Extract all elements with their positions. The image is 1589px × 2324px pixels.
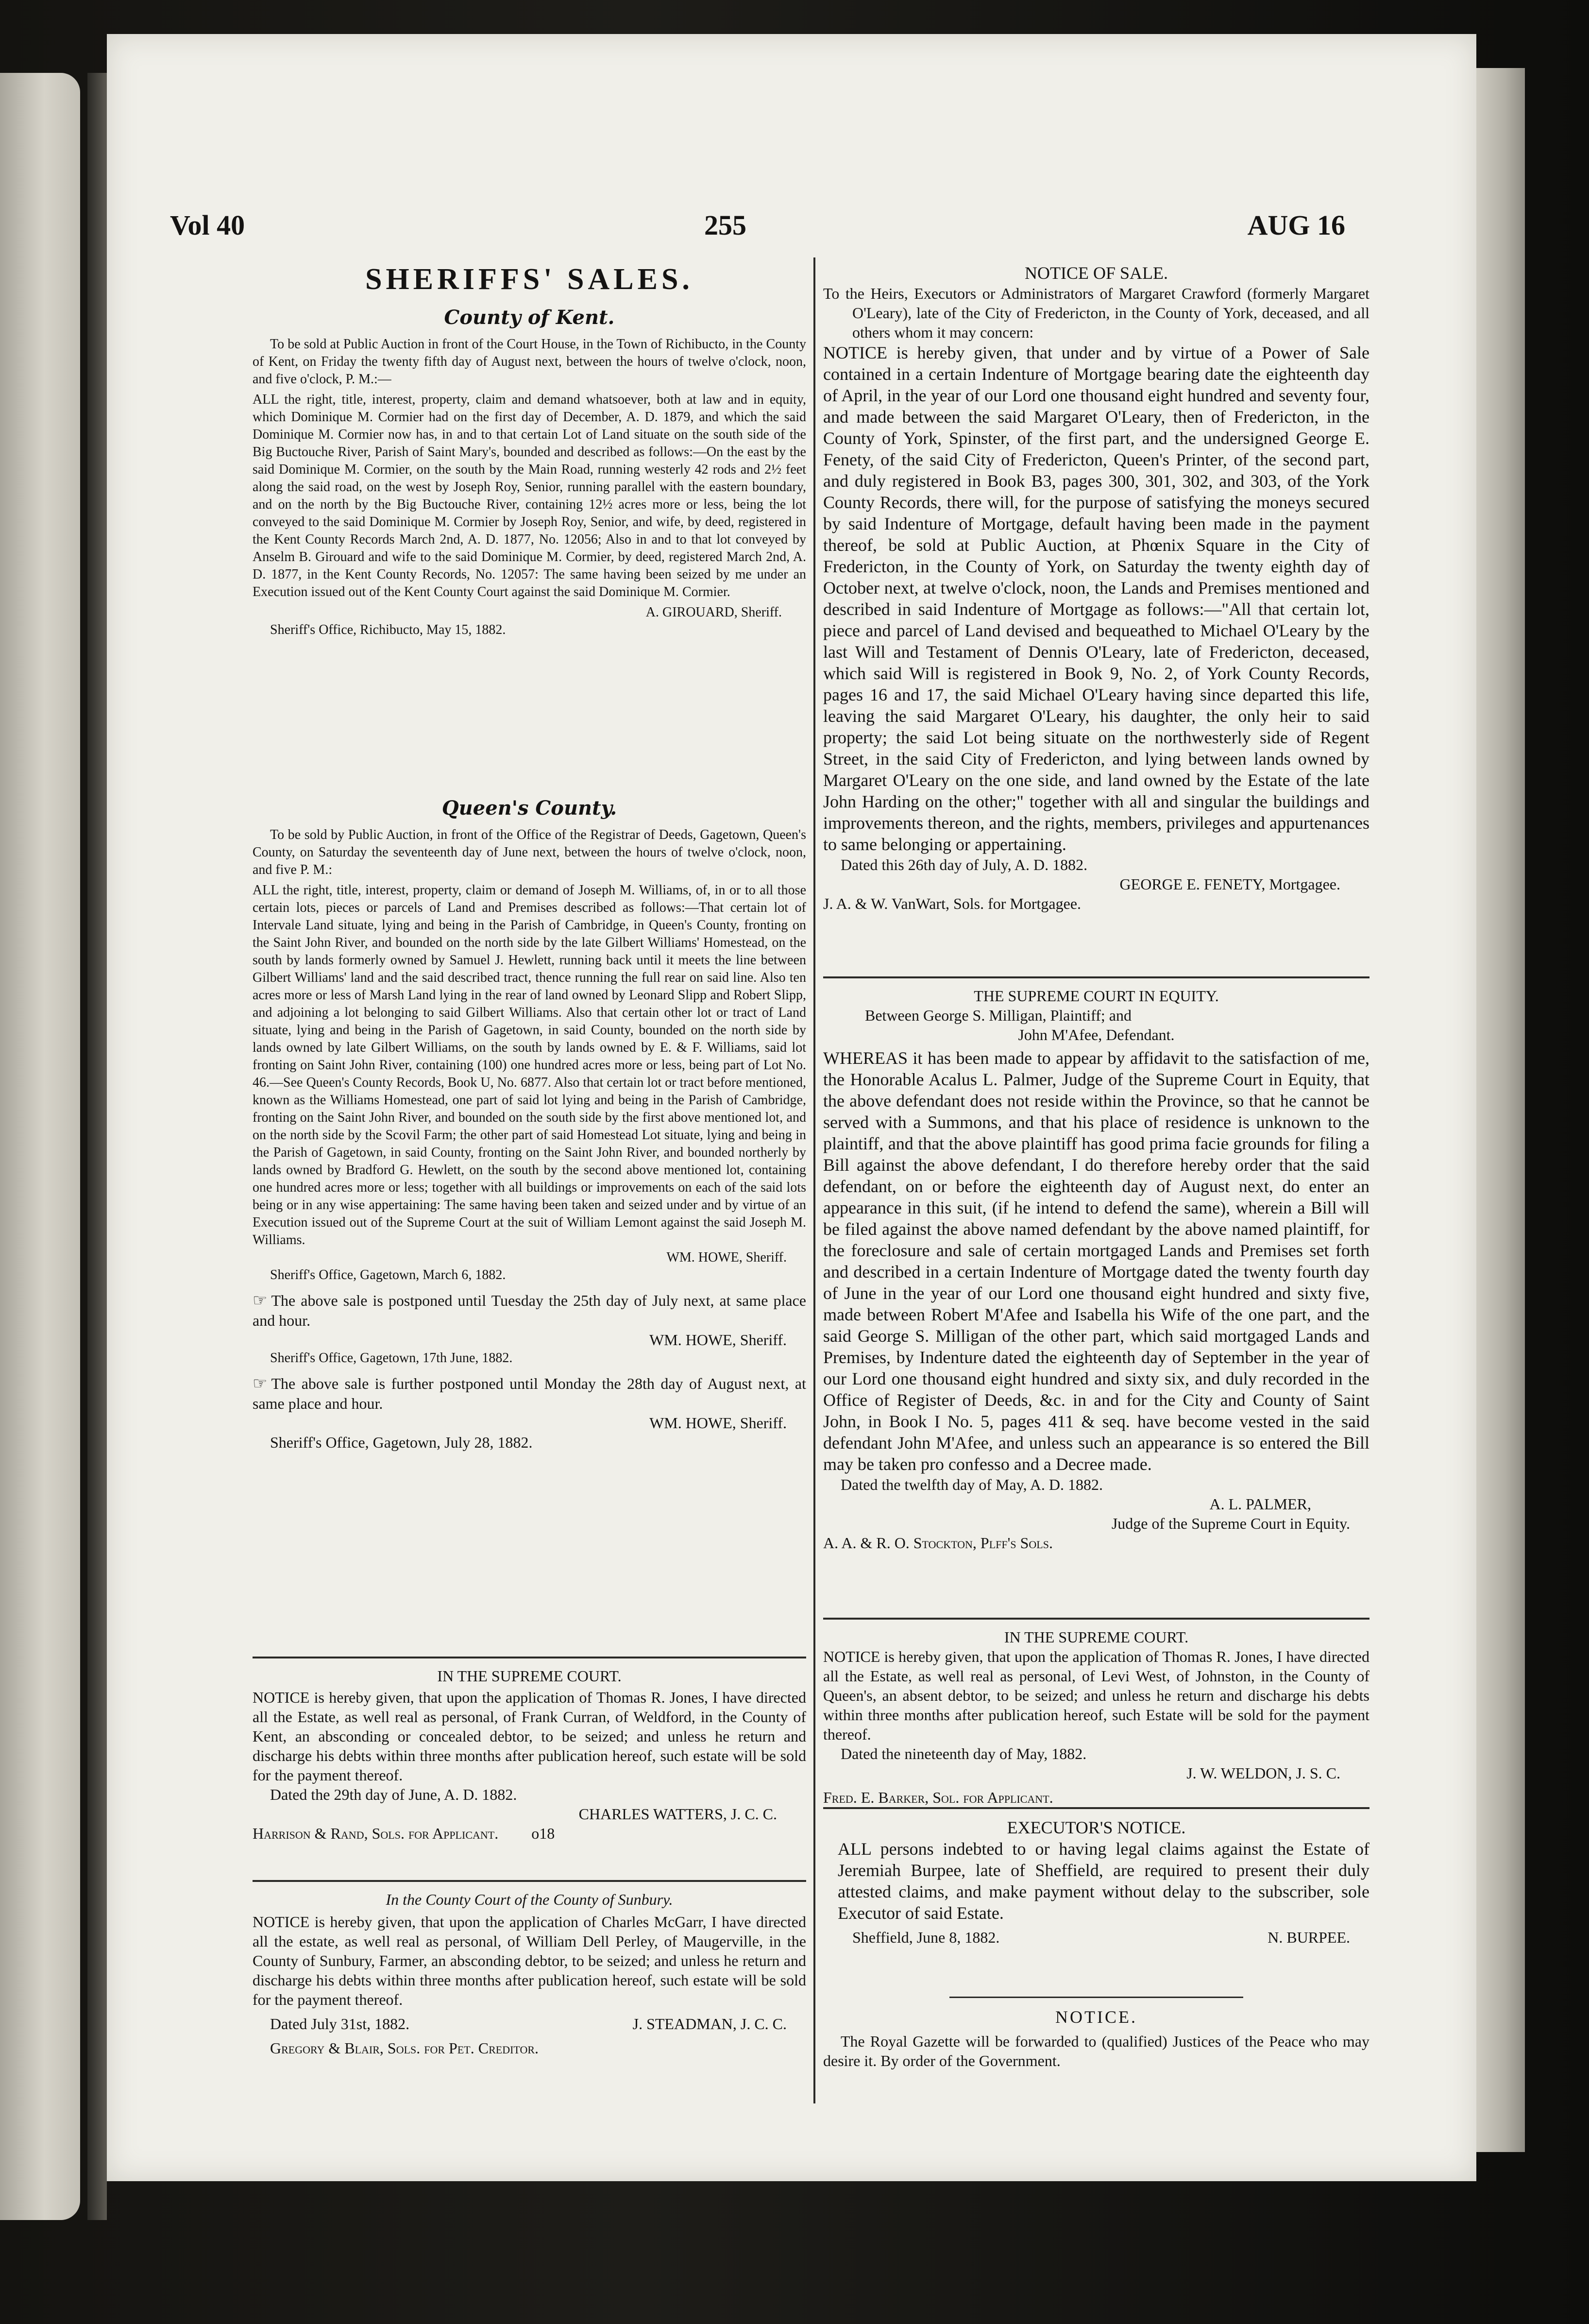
queens-sale — [253, 797, 806, 1452]
page-stack-edge — [1476, 68, 1525, 2152]
notice-of-sale — [823, 262, 1369, 913]
notice-of-sale-body: NOTICE is hereby given, that under and by virtue of a Power of Sale contained in a certain Indenture of Mortgage bearing date the eighteenth day of April, in the year of our Lord one thousand eight hundred and seventy four, and made between the said Margaret O'Leary, then of Fredericton, in the County of York, Spinster, of the first part, and the undersigned George E. Fenety, of the said City of Fredericton, Queen's Printer, of the second part, and duly registered in Book B3, pages 300, 301, 302, and 303, of the York County Records, there will, for the purpose of satisfying the moneys secured by said Indenture of Mortgage, default having been made in the payment thereof, be sold at Public Auction, at Phœnix Square in the City of Fredericton, in the County of York, on Saturday the twenty eighth day of October next, at twelve o'clock, noon, the Lands and Premises mentioned and described in said Indenture of Mortgage as follows:—"All that certain lot, piece and parcel of Land devised and bequeathed to Michael O'Leary by the last Will and Testament of Dennis O'Leary, late of Fredericton, deceased, which said Will is registered in Book 9, No. 2, of York County Records, pages 16 and 17, the said Michael O'Leary having since departed this life, leaving the said Margaret O'Leary, his daughter, the only heir to said property; the said Lot being situate on the northwesterly side of Regent Street, in the said City of Fredericton, and lying between lands owned by Margaret O'Leary on the one side, and land owned by the Estate of the late John Harding on the other;" together with all and singular the buildings and improvements thereon, and the rights, members, privileges and appurtenances to same belonging or appertaining. — [823, 343, 1369, 854]
kent-office: Sheriff's Office, Richibucto, May 15, 1882. — [270, 622, 506, 637]
notice-of-sale-solicitors: J. A. & W. VanWart, Sols. for Mortgagee. — [823, 895, 1082, 912]
curran-solicitors-line — [253, 1824, 806, 1843]
notice-of-sale-signature: GEORGE E. FENETY, Mortgagee. — [1119, 875, 1340, 893]
equity-body: WHEREAS it has been made to appear by affidavit to the satisfaction of me, the Honorable Acalus L. Palmer, Judge of the Supreme Court in Equity, that the above defendant does not reside within the Province, so that he cannot be served with a Summons, and that his place of residence is unknown to the plaintiff, and that the above plaintiff has good prima facie grounds for filing a Bill against the above defendant, I do therefore hereby order that the said defendant, on or before the eighteenth day of August next, do enter an appearance in this suit, (if he intend to defend the same), wherein a Bill will be filed against the above named defendant by the above named plaintiff, for the foreclosure and sale of certain mortgaged Lands and Premises set forth and described in a certain Indenture of Mortgage dated the twenty fourth day of June in the year of our Lord one thousand eight hundred and sixty five, made between Robert M'Afee and Isabella his Wife of the one part, and the said George S. Milligan of the other part, which said mortgaged Lands and Premises, by Indenture dated the eighteenth day of September in the year of our Lord one thousand eight hundred and sixty six, and duly recorded in the Office of Register of Deeds, &c. in and for the City and County of Saint John, in Book I No. 5, pages 411 & seq. have become vested in the said defendant John M'Afee, and unless such an appearance is so entered the Bill may be taken pro confesso and a Decree made. — [823, 1048, 1369, 1474]
kent-intro: To be sold at Public Auction in front of the Court House, in the Town of Richibucto, in the County of Kent, on Friday the twenty fifth day of August next, between the hours of twelve o'clock, noon, and five o'clock, P. M.:— — [253, 337, 806, 387]
equity-heading: THE SUPREME COURT IN EQUITY. — [974, 987, 1219, 1005]
sheriffs-sales-title: SHERIFFS' SALES. — [365, 263, 693, 296]
sunbury-signature: J. STEADMAN, J. C. C. — [632, 2015, 787, 2033]
supreme-west-heading: IN THE SUPREME COURT. — [1004, 1628, 1189, 1646]
postponement-notice-1: ☞ The above sale is postponed until Tuesday the 25th day of July next, at same place and hour. — [253, 1292, 806, 1329]
equity-parties-2: John M'Afee, Defendant. — [1018, 1026, 1175, 1043]
queens-body: ALL the right, title, interest, property, claim or demand of Joseph M. Williams, of, in or to all those certain lots, pieces or parcels of Land and Premises described as follows:—That certain lot of Intervale Land situate, lying and being in the Parish of Cambridge, in Queen's County, fronting on the Saint John River, and bounded on the north side by the late Gilbert Williams' Homestead, on the south by lands formerly owned by Samuel J. Hewlett, running back until it meets the line between Gilbert Williams' land and the said described tract, thence running the full rear on said line. Also ten acres more or less of Marsh Land lying in the rear of land owned by Leonard Slipp and Robert Slipp, and adjoining a lot belonging to said Gilbert Williams. Also that certain other lot or tract of Land situate, lying and being in the Parish of Gagetown, in said County, bounded on the north side by lands owned by late Gilbert Williams, on the south by lands owned by E. & F. Williams, said lot fronting on Saint John River, containing (100) one hundred acres more or less, being part of Lot No. 46.—See Queen's County Records, Book U, No. 6877. Also that certain lot or tract before mentioned, known as the Williams Homestead, one part of said lot lying and being in the Parish of Cambridge, fronting on the Saint John River, and bounded on the south side by the first above mentioned lot, and on the north side by the Scovil Farm; the other part of said Homestead Lot situate, lying and being in the Parish of Gagetown, in said County, fronting on the Saint John River, and bounded northerly by lands owned by Bradford G. Hewlett, on the south by the second above mentioned lot, containing one hundred acres more or less; together with all buildings or improvements on each of the said lots being or in any wise appertaining: The same having been taken and seized under and by virtue of an Execution issued out of the Supreme Court at the suit of William Lemont against the said Joseph M. Williams. — [253, 883, 806, 1247]
supreme-court-heading: IN THE SUPREME COURT. — [437, 1667, 622, 1685]
supreme-court-west — [823, 1627, 1369, 1807]
west-dated: Dated the nineteenth day of May, 1882. — [841, 1745, 1087, 1762]
supreme-court-curran — [253, 1666, 806, 1843]
page-header — [170, 209, 1345, 253]
sheriffs-sales-block — [253, 262, 806, 297]
queens-office: Sheriff's Office, Gagetown, March 6, 1882. — [270, 1267, 506, 1282]
previous-page-edge — [0, 73, 80, 2220]
sunbury-court-notice — [253, 1890, 806, 2058]
section-rule — [823, 1618, 1369, 1620]
final-notice-body: The Royal Gazette will be forwarded to (qualified) Justices of the Peace who may desire it. By order of the Government. — [823, 2033, 1369, 2069]
queens-signature: WM. HOWE, Sheriff. — [666, 1250, 787, 1265]
postponement-office-2: Sheriff's Office, Gagetown, July 28, 1882. — [270, 1434, 533, 1451]
sunbury-notice-body: NOTICE is hereby given, that upon the application of Charles McGarr, I have directed all the estate, as well real as personal, of William Dell Perley, of Maugerville, in the County of Sunbury, Farmer, an absconding debtor, to be seized; and unless he return and discharge his debts within three months after publication hereof, such estate will be sold for the payment thereof. — [253, 1913, 806, 2008]
notice-of-sale-address: To the Heirs, Executors or Administrators of Margaret Crawford (formerly Margaret O'Leary), late of the City of Fredericton, in the County of York, deceased, and all others whom it may concern: — [823, 285, 1369, 341]
pointing-hand-icon: ☞ — [253, 1375, 268, 1393]
curran-solicitors: Harrison & Rand, Sols. for Applicant. — [253, 1825, 499, 1842]
section-rule — [823, 1807, 1369, 1809]
kent-heading: County of Kent. — [444, 306, 615, 329]
postponement-office-1: Sheriff's Office, Gagetown, 17th June, 1882. — [270, 1350, 513, 1366]
curran-dated: Dated the 29th day of June, A. D. 1882. — [270, 1786, 517, 1803]
page-number: 255 — [704, 209, 746, 241]
pointing-hand-icon: ☞ — [253, 1292, 268, 1310]
kent-sale — [253, 306, 806, 639]
sunbury-dated: Dated July 31st, 1882. — [270, 2015, 410, 2033]
curran-code: o18 — [531, 1825, 555, 1842]
executor-dated: Sheffield, June 8, 1882. — [852, 1929, 1000, 1946]
curran-signature: CHARLES WATTERS, J. C. C. — [578, 1805, 777, 1823]
volume-number: Vol 40 — [170, 209, 245, 241]
section-rule — [253, 1880, 806, 1882]
executor-body: ALL persons indebted to or having legal claims against the Estate of Jeremiah Burpee, late of Sheffield, are required to present their duly attested claims, and make payment without delay to the subscriber, sole Executor of said Estate. — [838, 1839, 1369, 1923]
section-rule — [253, 1657, 806, 1658]
sunbury-heading: In the County Court of the County of Sunbury. — [386, 1891, 673, 1908]
executor-dated-line — [823, 1928, 1369, 1947]
executor-heading: EXECUTOR'S NOTICE. — [1007, 1818, 1186, 1837]
west-notice-body: NOTICE is hereby given, that upon the application of Thomas R. Jones, I have directed all the Estate, as well real as personal, of Levi West, of Johnston, in the County of Queen's, an absent debtor, to be seized; and unless he return and discharge his debts within three months after publication hereof, such Estate will be sold for the payment thereof. — [823, 1648, 1369, 1743]
kent-body: ALL the right, title, interest, property, claim and demand whatsoever, both at law and in equity, which Dominique M. Cormier had on the first day of December, A. D. 1879, and which the said Dominique M. Cormier now has, in and to that certain Lot of Land situate on the south side of the Big Buctouche River, Parish of Saint Mary's, bounded and described as follows:—On the east by the said Dominique M. Cormier, on the south by the Main Road, running westerly 42 rods and 2½ feet along the said road, on the west by Joseph Roy, Senior, running parallel with the eastern boundary, and on the north by the Big Buctouche River, containing 12½ acres more or less, being the lot conveyed to the said Dominique M. Cormier by Joseph Roy, Senior, and wife, by deed, registered in the Kent County Records March 2nd, A. D. 1877, No. 12056; Also in and to that lot conveyed by Anselm B. Girouard and wife to the said Dominique M. Cormier, by deed, registered March 2nd, A. D. 1877, in the Kent County Records, No. 12057: The same having been seized by me under an Execution issued out of the Kent County Court against the said Dominique M. Cormier. — [253, 392, 806, 599]
queens-intro: To be sold by Public Auction, in front of the Office of the Registrar of Deeds, Gagetown, Queen's County, on Saturday the seventeenth day of June next, between the hours of twelve o'clock, noon, and five P. M.: — [253, 827, 806, 877]
equity-notice — [823, 986, 1369, 1553]
section-rule — [823, 976, 1369, 978]
equity-dated: Dated the twelfth day of May, A. D. 1882. — [841, 1476, 1103, 1493]
queens-heading: Queen's County. — [441, 797, 617, 820]
executor-signature: N. BURPEE. — [1268, 1929, 1350, 1946]
west-signature: J. W. WELDON, J. S. C. — [1186, 1764, 1340, 1782]
final-notice-heading: NOTICE. — [1055, 2007, 1137, 2027]
west-solicitors: Fred. E. Barker, Sol. for Applicant. — [823, 1789, 1053, 1806]
equity-judge-title: Judge of the Supreme Court in Equity. — [1111, 1515, 1350, 1532]
equity-signature: A. L. PALMER, — [1209, 1495, 1311, 1513]
notice-of-sale-dated: Dated this 26th day of July, A. D. 1882. — [841, 856, 1088, 873]
section-rule — [949, 1997, 1243, 1998]
equity-solicitors: A. A. & R. O. Stockton, Plff's Sols. — [823, 1534, 1053, 1552]
curran-notice-body: NOTICE is hereby given, that upon the application of Thomas R. Jones, I have directed all the Estate, as well real as personal, of Frank Curran, of Weldford, in the County of Kent, an absconding or concealed debtor, to be seized; and unless he return and discharge his debts within three months after publication hereof, such estate will be sold for the payment thereof. — [253, 1689, 806, 1784]
equity-parties-1: Between George S. Milligan, Plaintiff; and — [865, 1007, 1132, 1024]
sunbury-solicitors: Gregory & Blair, Sols. for Pet. Creditor. — [270, 2039, 539, 2057]
postponement-notice-2: ☞ The above sale is further postponed until Monday the 28th day of August next, at same place and hour. — [253, 1375, 806, 1412]
book-binding — [87, 73, 107, 2220]
column-divider — [813, 257, 815, 2103]
executors-notice — [823, 1817, 1369, 1947]
notice-of-sale-heading: NOTICE OF SALE. — [1025, 263, 1168, 283]
issue-date: AUG 16 — [1247, 209, 1345, 241]
postponement-signature-2: WM. HOWE, Sheriff. — [649, 1414, 787, 1432]
final-notice — [823, 2006, 1369, 2070]
postponement-signature-1: WM. HOWE, Sheriff. — [649, 1331, 787, 1349]
kent-signature: A. GIROUARD, Sheriff. — [645, 605, 782, 620]
